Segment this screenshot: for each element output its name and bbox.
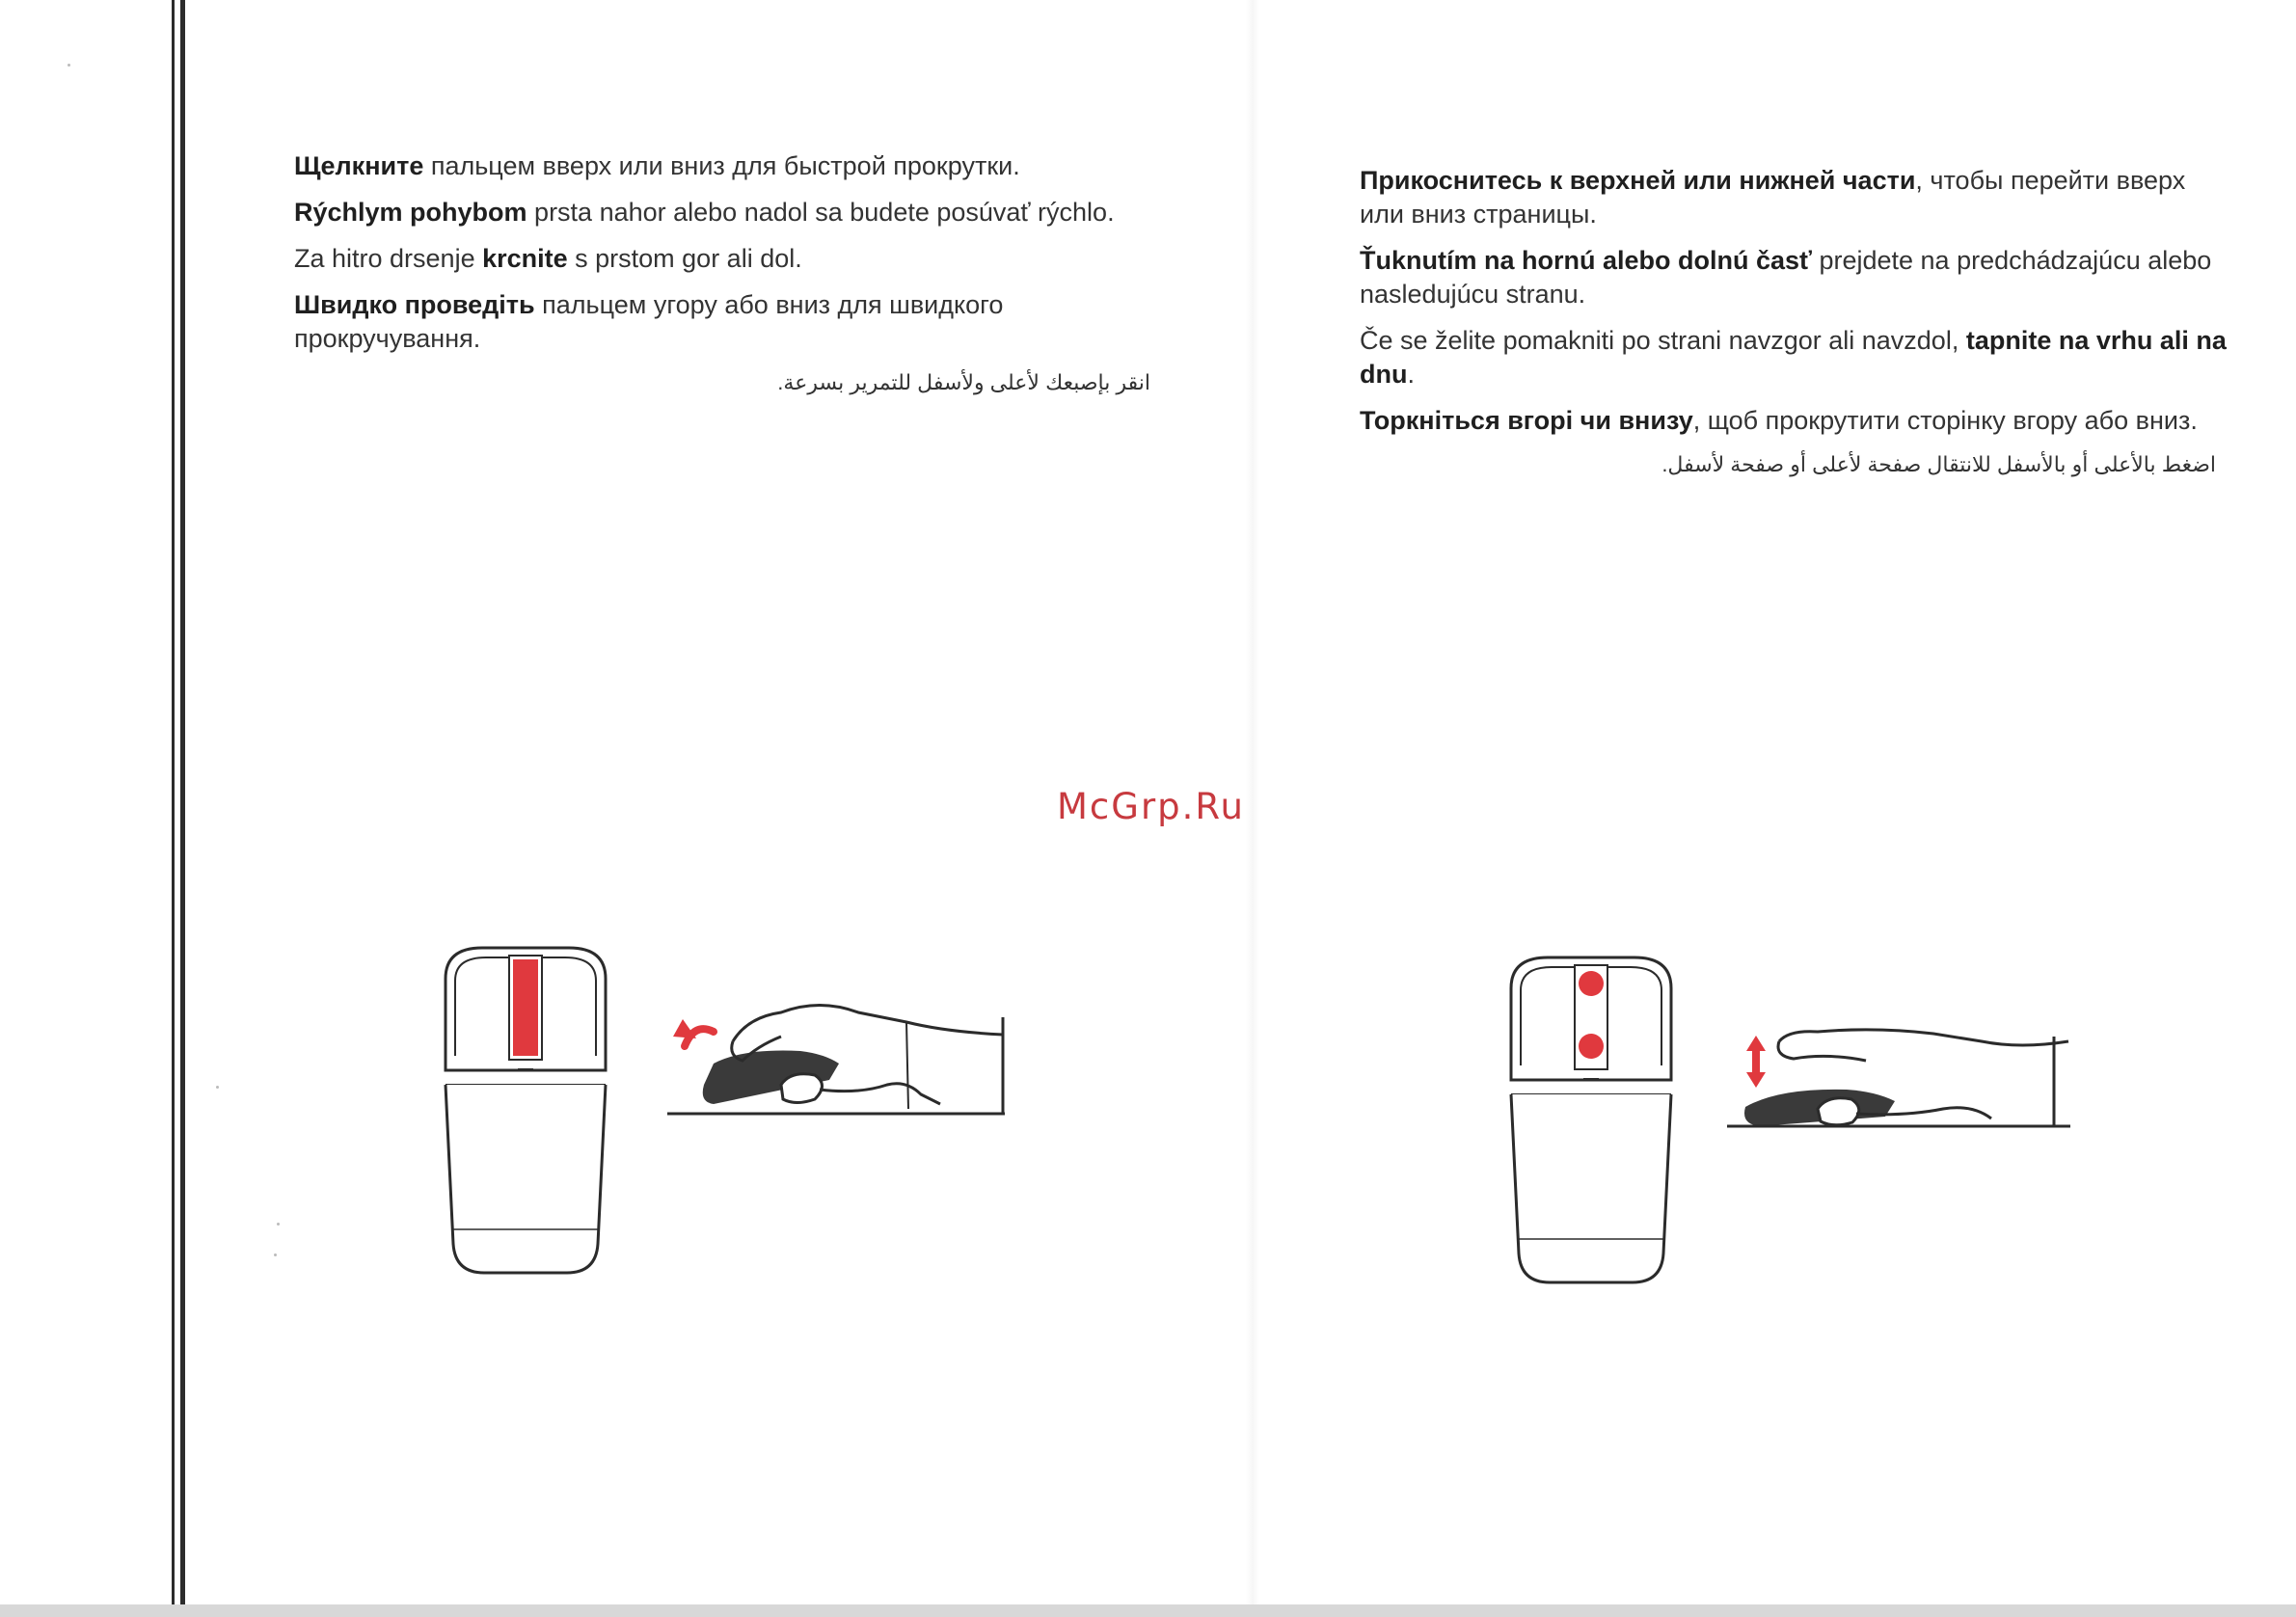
left-page-text xyxy=(294,149,1162,410)
hand-tap-icon xyxy=(1721,1012,2073,1138)
text: . xyxy=(1407,360,1415,389)
mouse-tap-dots-icon xyxy=(1490,950,1692,1297)
paragraph-arabic: اضغط بالأعلى أو بالأسفل للانتقال صفحة لأعلى أو صفحة لأسفل. xyxy=(1661,452,2216,476)
paragraph-slovenian xyxy=(1360,324,2228,391)
text: prejdete na predchádzajúcu alebo nasledujúcu stranu. xyxy=(1360,246,2212,309)
scan-speck xyxy=(274,1253,277,1256)
watermark-text: McGrp.Ru xyxy=(1057,786,1245,827)
text: Za hitro drsenje xyxy=(294,244,483,273)
binding-line xyxy=(180,0,185,1617)
mouse-flick-strip-icon xyxy=(424,940,627,1287)
text: , щоб прокрутити сторінку вгору або вниз. xyxy=(1692,406,2198,435)
text: Če se želite pomakniti po strani navzgor ali navzdol, xyxy=(1360,326,1966,355)
text: , чтобы перейти вверх или вниз страницы. xyxy=(1360,166,2186,229)
scan-speck xyxy=(216,1086,219,1089)
bold-phrase: krcnite xyxy=(482,244,568,273)
text: пальцем вверх или вниз для быстрой прокрутки. xyxy=(423,151,1020,180)
text: пальцем угору або вниз для швидкого прокручування. xyxy=(294,290,1004,353)
paragraph-slovak xyxy=(294,196,1162,229)
paragraph-slovenian xyxy=(294,242,1162,276)
bold-phrase: Торкніться вгорі чи внизу xyxy=(1360,406,1693,435)
right-page-text xyxy=(1360,164,2228,492)
bold-phrase: Ťuknutím na hornú alebo dolnú časť xyxy=(1360,246,1812,275)
page-bottom-edge xyxy=(0,1604,2296,1617)
text: s prstom gor ali dol. xyxy=(567,244,802,273)
bold-phrase: Прикоснитесь к верхней или нижней части xyxy=(1360,166,1916,195)
paragraph-slovak xyxy=(1360,244,2228,311)
binding-line xyxy=(172,0,175,1617)
hand-flick-icon xyxy=(656,979,1008,1133)
bold-phrase: Rýchlym pohybom xyxy=(294,198,527,227)
text: prsta nahor alebo nadol sa budete posúvať rýchlo. xyxy=(527,198,1115,227)
bold-phrase: tapnite na vrhu ali na dnu xyxy=(1360,326,2227,389)
bold-phrase: Щелкните xyxy=(294,151,424,180)
paragraph-ukrainian xyxy=(1360,404,2228,438)
paragraph-arabic: انقر بإصبعك لأعلى ولأسفل للتمرير بسرعة. xyxy=(777,370,1150,394)
paragraph-ukrainian xyxy=(294,288,1162,356)
paragraph-russian xyxy=(294,149,1162,183)
paragraph-russian xyxy=(1360,164,2228,231)
bold-phrase: Швидко проведіть xyxy=(294,290,535,319)
center-fold xyxy=(1246,0,1259,1617)
scan-speck xyxy=(68,64,70,67)
scan-speck xyxy=(277,1223,280,1226)
